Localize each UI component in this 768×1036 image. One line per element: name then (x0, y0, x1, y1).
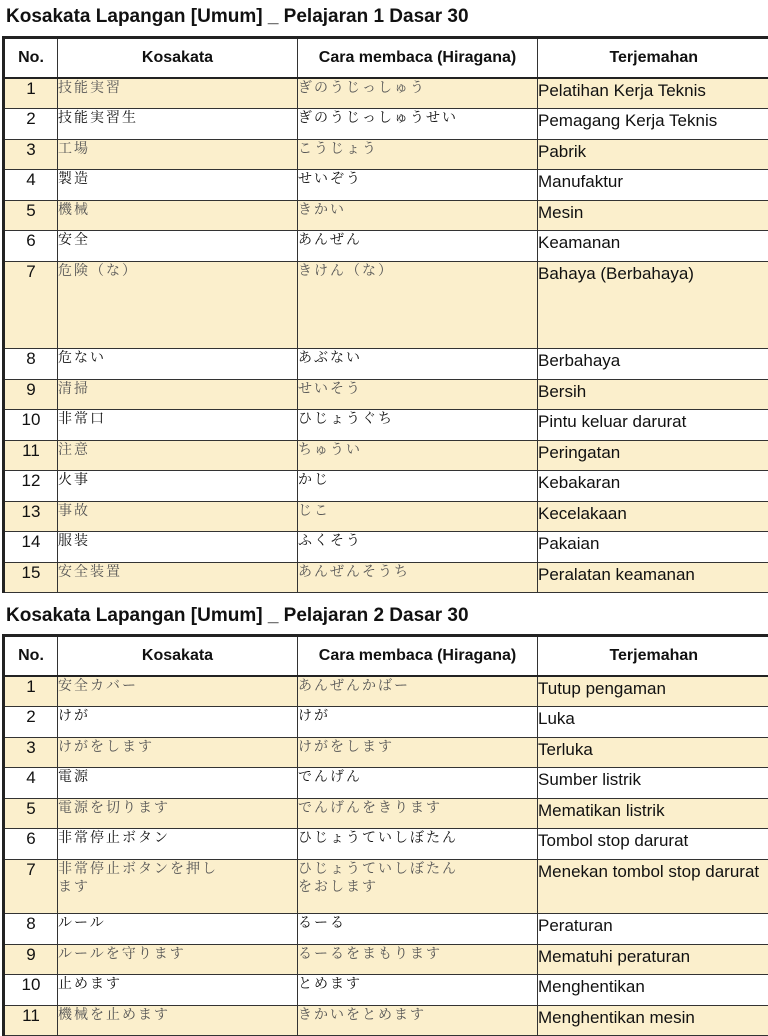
kosakata-cell: 非常口 (58, 410, 298, 441)
row-number: 12 (4, 471, 58, 502)
header-terjemahan: Terjemahan (538, 636, 768, 677)
kosakata-cell: 技能実習生 (58, 109, 298, 140)
header-hiragana: Cara membaca (Hiragana) (298, 38, 538, 79)
kosakata-cell: 非常停止ボタン (58, 829, 298, 860)
row-number: 9 (4, 945, 58, 975)
header-no: No. (4, 636, 58, 677)
terjemahan-cell: Menekan tombol stop darurat (538, 860, 768, 914)
terjemahan-cell: Pemagang Kerja Teknis (538, 109, 768, 140)
row-number: 10 (4, 975, 58, 1006)
terjemahan-cell: Menghentikan mesin (538, 1006, 768, 1036)
table-row (4, 860, 768, 914)
hiragana-cell: こうじょう (298, 140, 538, 170)
table-row (4, 768, 768, 799)
kosakata-cell: 止めます (58, 975, 298, 1006)
hiragana-cell: せいそう (298, 380, 538, 410)
row-number: 8 (4, 349, 58, 380)
terjemahan-cell: Manufaktur (538, 170, 768, 201)
terjemahan-cell: Mematuhi peraturan (538, 945, 768, 975)
kosakata-cell: 注意 (58, 441, 298, 471)
kosakata-cell: けがをします (58, 738, 298, 768)
table-header-row (4, 38, 768, 79)
kosakata-cell: 工場 (58, 140, 298, 170)
kosakata-cell: 電源 (58, 768, 298, 799)
table-row (4, 262, 768, 349)
vocabulary-table-lesson-1 (2, 36, 768, 593)
table-row (4, 78, 768, 109)
hiragana-cell: けがをします (298, 738, 538, 768)
row-number: 7 (4, 860, 58, 914)
row-number: 9 (4, 380, 58, 410)
table-row (4, 140, 768, 170)
row-number: 3 (4, 738, 58, 768)
hiragana-cell: ちゅうい (298, 441, 538, 471)
terjemahan-cell: Kecelakaan (538, 502, 768, 532)
header-terjemahan: Terjemahan (538, 38, 768, 79)
terjemahan-cell: Luka (538, 707, 768, 738)
hiragana-cell: ぎのうじっしゅうせい (298, 109, 538, 140)
table-row (4, 349, 768, 380)
kosakata-cell: 清掃 (58, 380, 298, 410)
hiragana-cell: ぎのうじっしゅう (298, 78, 538, 109)
hiragana-cell: けが (298, 707, 538, 738)
table-row (4, 441, 768, 471)
hiragana-cell: きけん（な） (298, 262, 538, 349)
kosakata-cell: 火事 (58, 471, 298, 502)
table-row (4, 532, 768, 563)
kosakata-cell: 事故 (58, 502, 298, 532)
kosakata-cell: 非常停止ボタンを押し ます (58, 860, 298, 914)
terjemahan-cell: Bersih (538, 380, 768, 410)
row-number: 3 (4, 140, 58, 170)
row-number: 1 (4, 78, 58, 109)
header-kosakata: Kosakata (58, 636, 298, 677)
table-row (4, 170, 768, 201)
row-number: 10 (4, 410, 58, 441)
table-row (4, 502, 768, 532)
row-number: 4 (4, 768, 58, 799)
table-row (4, 707, 768, 738)
hiragana-cell: きかいをとめます (298, 1006, 538, 1036)
terjemahan-cell: Peralatan keamanan (538, 563, 768, 593)
terjemahan-cell: Tombol stop darurat (538, 829, 768, 860)
hiragana-cell: るーる (298, 914, 538, 945)
kosakata-cell: けが (58, 707, 298, 738)
row-number: 5 (4, 799, 58, 829)
kosakata-cell: 危険（な） (58, 262, 298, 349)
table-row (4, 201, 768, 231)
kosakata-cell: 技能実習 (58, 78, 298, 109)
vocabulary-table-lesson-2 (2, 634, 768, 1036)
hiragana-cell: じこ (298, 502, 538, 532)
hiragana-cell: とめます (298, 975, 538, 1006)
hiragana-cell: あんぜん (298, 231, 538, 262)
terjemahan-cell: Kebakaran (538, 471, 768, 502)
kosakata-cell: 機械 (58, 201, 298, 231)
hiragana-cell: きかい (298, 201, 538, 231)
table-header-row (4, 636, 768, 677)
hiragana-cell: ひじょうていしぼたん (298, 829, 538, 860)
terjemahan-cell: Mesin (538, 201, 768, 231)
row-number: 6 (4, 231, 58, 262)
table-row (4, 829, 768, 860)
terjemahan-cell: Pakaian (538, 532, 768, 563)
row-number: 15 (4, 563, 58, 593)
terjemahan-cell: Keamanan (538, 231, 768, 262)
hiragana-cell: あんぜんそうち (298, 563, 538, 593)
header-hiragana: Cara membaca (Hiragana) (298, 636, 538, 677)
kosakata-cell: 安全カバー (58, 676, 298, 707)
row-number: 4 (4, 170, 58, 201)
hiragana-cell: ひじょうぐち (298, 410, 538, 441)
terjemahan-cell: Tutup pengaman (538, 676, 768, 707)
terjemahan-cell: Peraturan (538, 914, 768, 945)
row-number: 14 (4, 532, 58, 563)
terjemahan-cell: Berbahaya (538, 349, 768, 380)
terjemahan-cell: Sumber listrik (538, 768, 768, 799)
hiragana-cell: あんぜんかばー (298, 676, 538, 707)
section-2-title: Kosakata Lapangan [Umum] _ Pelajaran 2 Dasar 30 (6, 605, 469, 627)
hiragana-cell: あぶない (298, 349, 538, 380)
terjemahan-cell: Bahaya (Berbahaya) (538, 262, 768, 349)
row-number: 11 (4, 1006, 58, 1036)
kosakata-cell: 製造 (58, 170, 298, 201)
kosakata-cell: ルール (58, 914, 298, 945)
table-row (4, 380, 768, 410)
row-number: 5 (4, 201, 58, 231)
kosakata-cell: 機械を止めます (58, 1006, 298, 1036)
row-number: 8 (4, 914, 58, 945)
hiragana-cell: かじ (298, 471, 538, 502)
hiragana-cell: ひじょうていしぼたん をおします (298, 860, 538, 914)
terjemahan-cell: Pelatihan Kerja Teknis (538, 78, 768, 109)
header-kosakata: Kosakata (58, 38, 298, 79)
terjemahan-cell: Peringatan (538, 441, 768, 471)
table-row (4, 231, 768, 262)
kosakata-cell: 危ない (58, 349, 298, 380)
hiragana-cell: ふくそう (298, 532, 538, 563)
kosakata-cell: 服装 (58, 532, 298, 563)
row-number: 6 (4, 829, 58, 860)
hiragana-cell: るーるをまもります (298, 945, 538, 975)
kosakata-cell: ルールを守ります (58, 945, 298, 975)
table-row (4, 914, 768, 945)
table-row (4, 410, 768, 441)
hiragana-cell: でんげんをきります (298, 799, 538, 829)
terjemahan-cell: Mematikan listrik (538, 799, 768, 829)
kosakata-cell: 安全 (58, 231, 298, 262)
row-number: 2 (4, 707, 58, 738)
table-row (4, 1006, 768, 1036)
hiragana-cell: でんげん (298, 768, 538, 799)
row-number: 2 (4, 109, 58, 140)
table-row (4, 975, 768, 1006)
row-number: 1 (4, 676, 58, 707)
terjemahan-cell: Terluka (538, 738, 768, 768)
section-1-title: Kosakata Lapangan [Umum] _ Pelajaran 1 Dasar 30 (6, 6, 469, 28)
header-no: No. (4, 38, 58, 79)
table-row (4, 945, 768, 975)
kosakata-cell: 電源を切ります (58, 799, 298, 829)
row-number: 11 (4, 441, 58, 471)
table-row (4, 109, 768, 140)
table-row (4, 563, 768, 593)
hiragana-cell: せいぞう (298, 170, 538, 201)
terjemahan-cell: Pabrik (538, 140, 768, 170)
row-number: 7 (4, 262, 58, 349)
table-row (4, 799, 768, 829)
table-row (4, 471, 768, 502)
terjemahan-cell: Pintu keluar darurat (538, 410, 768, 441)
row-number: 13 (4, 502, 58, 532)
terjemahan-cell: Menghentikan (538, 975, 768, 1006)
table-row (4, 738, 768, 768)
kosakata-cell: 安全装置 (58, 563, 298, 593)
table-row (4, 676, 768, 707)
